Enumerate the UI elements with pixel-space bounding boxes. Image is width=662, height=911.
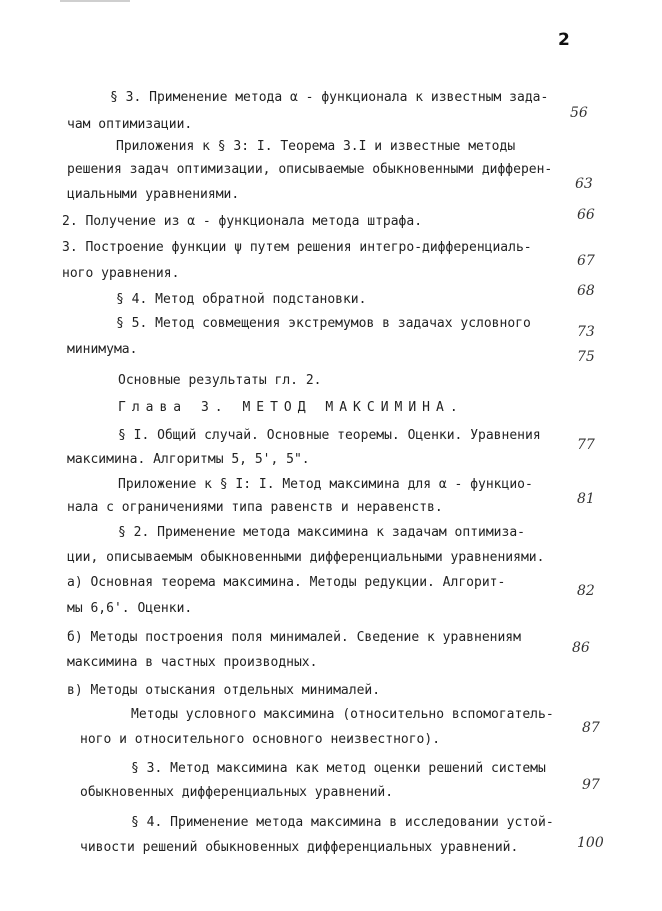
page-ref: 100	[577, 835, 604, 851]
toc-line: § I. Общий случай. Основные теоремы. Оценки. Уравнения	[118, 428, 541, 443]
toc-line: § 4. Применение метода максимина в исследовании устой-	[131, 815, 554, 830]
toc-line: решения задач оптимизации, описываемые обыкновенными дифферен-	[67, 162, 553, 177]
page-ref: 73	[577, 324, 595, 340]
page-ref: 86	[572, 640, 590, 656]
toc-line: Приложение к § I: I. Метод максимина для α - функцио-	[118, 477, 533, 492]
page-number: 2	[558, 30, 570, 50]
toc-line: чам оптимизации.	[67, 117, 193, 132]
page-ref: 87	[582, 720, 600, 736]
toc-line: нала с ограничениями типа равенств и неравенств.	[67, 500, 443, 515]
toc-line: 3. Построение функции ψ путем решения интегро-дифференциаль-	[62, 240, 532, 255]
toc-line: ции, описываемым обыкновенными дифференциальными уравнениями.	[67, 550, 545, 565]
page-ref: 75	[577, 349, 595, 365]
toc-line: циальными уравнениями.	[67, 187, 240, 202]
toc-line: чивости решений обыкновенных дифференциальных уравнений.	[80, 840, 519, 855]
toc-line: Основные результаты гл. 2.	[118, 373, 322, 388]
page-ref: 68	[577, 283, 595, 299]
toc-line: б) Методы построения поля минималей. Сведение к уравнениям	[67, 630, 521, 645]
page-ref: 56	[570, 105, 588, 121]
page-ref: 67	[577, 253, 595, 269]
page-ref: 82	[577, 583, 595, 599]
scan-mark	[60, 0, 130, 2]
toc-line: а) Основная теорема максимина. Методы редукции. Алгорит-	[67, 575, 506, 590]
toc-line: § 3. Применение метода α - функционала к известным зада-	[110, 90, 549, 105]
page-ref: 77	[577, 437, 595, 453]
toc-line: обыкновенных дифференциальных уравнений.	[80, 785, 394, 800]
page-ref: 97	[582, 777, 600, 793]
toc-line: § 3. Метод максимина как метод оценки решений системы	[131, 761, 546, 776]
toc-line: ного и относительного основного неизвестного).	[80, 732, 441, 747]
page-ref: 66	[577, 207, 595, 223]
toc-line: мы 6,6'. Оценки.	[67, 601, 193, 616]
toc-line: Методы условного максимина (относительно вспомогатель-	[131, 707, 554, 722]
chapter-heading: Глава 3. МЕТОД МАКСИМИНА.	[118, 400, 464, 415]
toc-line: 2. Получение из α - функционала метода штрафа.	[62, 214, 423, 229]
page-ref: 63	[575, 176, 593, 192]
toc-line: § 4. Метод обратной подстановки.	[116, 292, 367, 307]
toc-line: ного уравнения.	[62, 266, 180, 281]
toc-line: максимина в частных производных.	[67, 655, 318, 670]
toc-line: максимина. Алгоритмы 5, 5', 5".	[67, 452, 310, 467]
toc-line: минимума.	[67, 342, 138, 357]
toc-line: Приложения к § 3: I. Теорема 3.I и известные методы	[116, 139, 516, 154]
page-ref: 81	[577, 491, 595, 507]
toc-line: в) Методы отыскания отдельных минималей.	[67, 683, 381, 698]
toc-line: § 2. Применение метода максимина к задачам оптимиза-	[118, 525, 525, 540]
toc-line: § 5. Метод совмещения экстремумов в задачах условного	[116, 316, 531, 331]
